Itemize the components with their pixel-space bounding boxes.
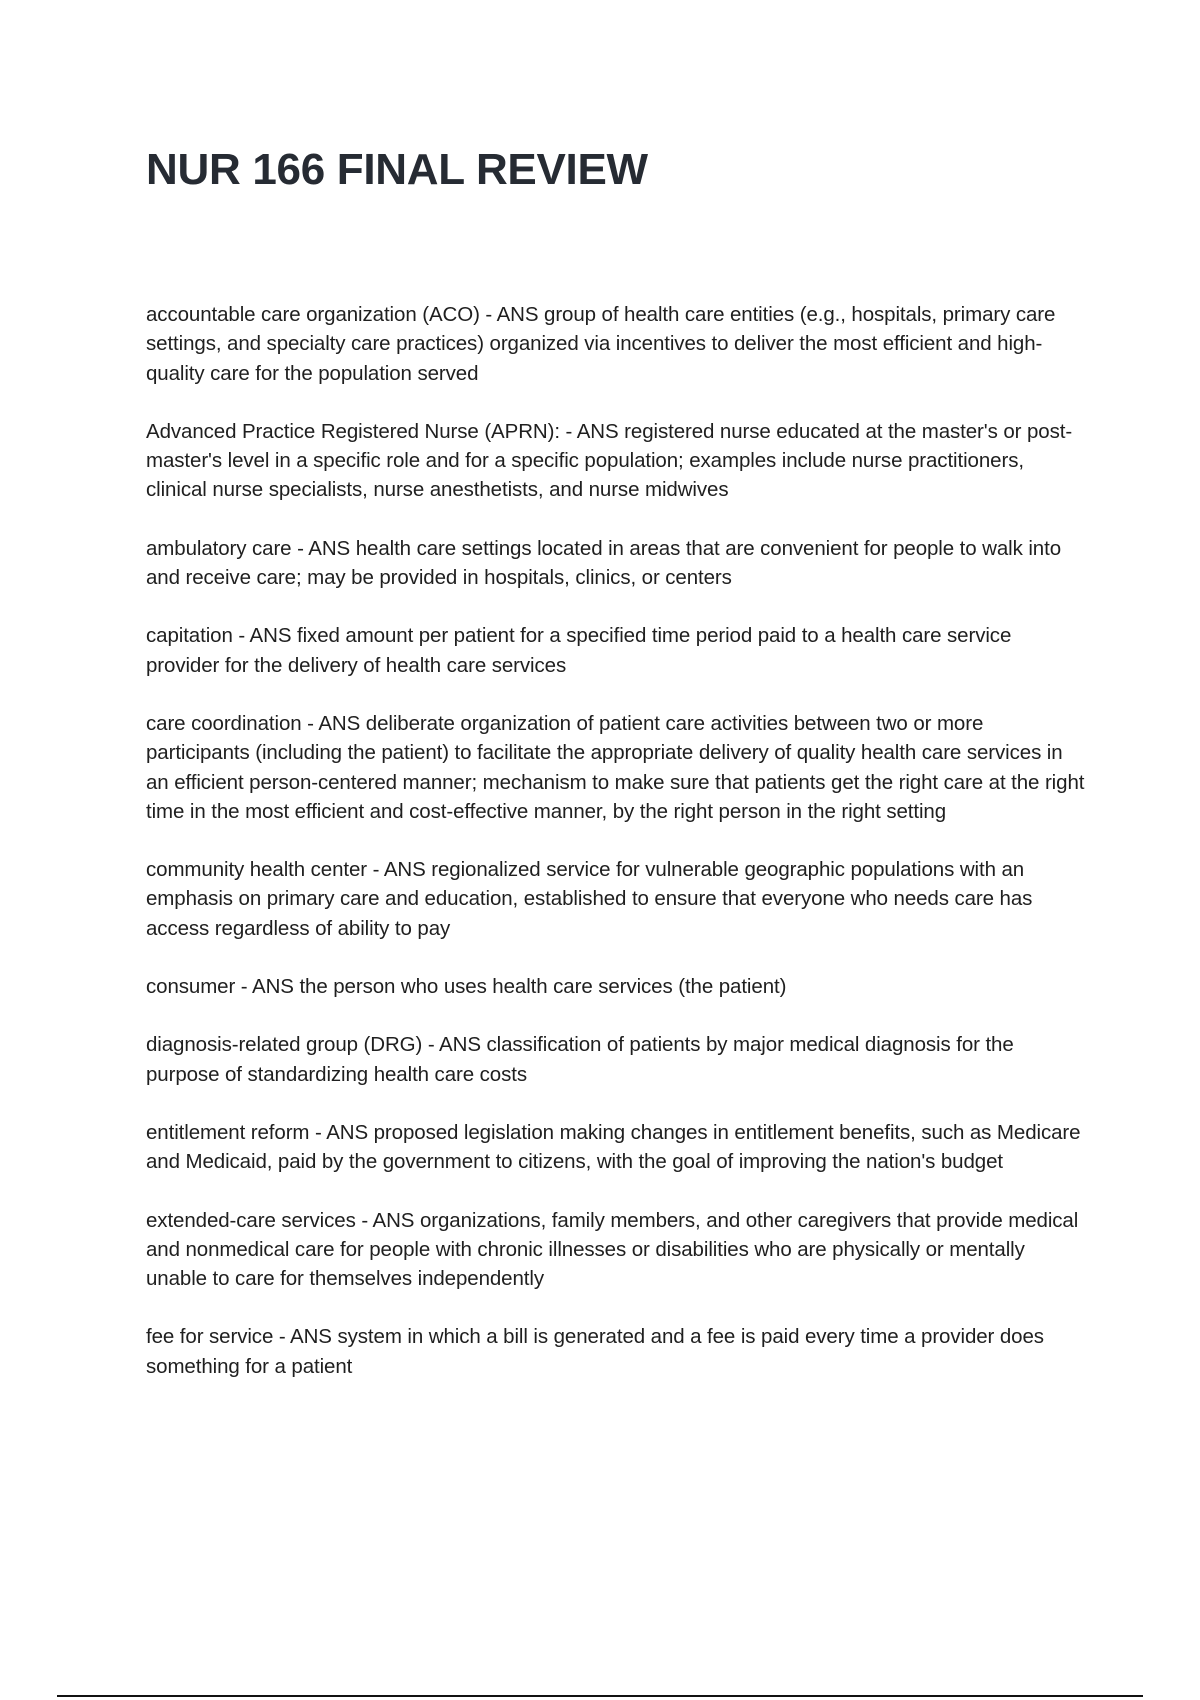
footer-divider — [57, 1695, 1143, 1697]
page-title: NUR 166 FINAL REVIEW — [146, 145, 648, 194]
glossary-entry: diagnosis-related group (DRG) - ANS classification of patients by major medical diagnosis for the purpose of standardizing health care costs — [146, 1033, 1014, 1086]
glossary-entry: capitation - ANS fixed amount per patient for a specified time period paid to a health care service provider for the delivery of health care services — [146, 624, 1012, 677]
glossary-entry: community health center - ANS regionalized service for vulnerable geographic populations with an emphasis on primary care and education, established to ensure that everyone who needs care has access regardless of ability to pay — [146, 858, 1033, 940]
glossary-list — [146, 300, 1086, 1410]
glossary-entry: Advanced Practice Registered Nurse (APRN): - ANS registered nurse educated at the master's or post-master's level in a specific role and for a specific population; examples include nurse practitioners, clinical nurse specialists, nurse anesthetists, and nurse midwives — [146, 419, 1073, 502]
glossary-entry: consumer - ANS the person who uses health care services (the patient) — [146, 975, 787, 999]
glossary-entry: extended-care services - ANS organizations, family members, and other caregivers that provide medical and nonmedical care for people with chronic illnesses or disabilities who are physically or mentally unable to care for themselves independently — [146, 1208, 1079, 1291]
glossary-entry: entitlement reform - ANS proposed legislation making changes in entitlement benefits, such as Medicare and Medicaid, paid by the government to citizens, with the goal of improving the nation's budget — [146, 1120, 1081, 1174]
glossary-entry: care coordination - ANS deliberate organization of patient care activities between two or more participants (including the patient) to facilitate the appropriate delivery of quality health care services in an efficient person-centered manner; mechanism to make sure that patients get the right care at the right time in the most efficient and cost-effective manner, by the right person in the right setting — [146, 711, 1085, 823]
glossary-entry: accountable care organization (ACO) - ANS group of health care entities (e.g., hospitals, primary care settings, and specialty care practices) organized via incentives to deliver the most efficient and high-quality care for the population served — [146, 303, 1056, 385]
glossary-entry: ambulatory care - ANS health care settings located in areas that are convenient for people to walk into and receive care; may be provided in hospitals, clinics, or centers — [146, 536, 1062, 590]
glossary-entry: fee for service - ANS system in which a bill is generated and a fee is paid every time a provider does something for a patient — [146, 1325, 1044, 1378]
